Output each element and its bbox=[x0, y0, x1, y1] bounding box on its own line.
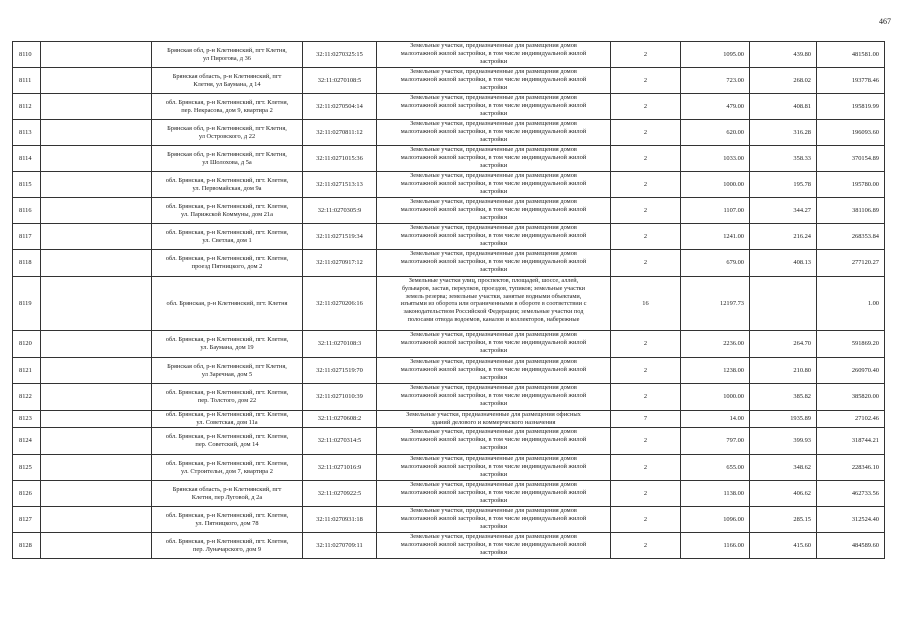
cadastral-number-cell: 32:11:0270305:9 bbox=[303, 198, 377, 224]
table-row bbox=[13, 331, 885, 358]
cadastral-value-cell: 260970.40 bbox=[817, 358, 885, 384]
group-cell: 2 bbox=[611, 68, 681, 94]
table-row bbox=[13, 68, 885, 94]
table-row bbox=[13, 533, 885, 559]
address-cell: Брянская обл, р-н Клетнянский, пгт Клетня, ул Заречная, дом 5 bbox=[152, 358, 303, 384]
blank-cell bbox=[41, 428, 152, 455]
blank-cell bbox=[41, 384, 152, 411]
group-cell: 2 bbox=[611, 120, 681, 146]
area-cell: 1241.00 bbox=[681, 224, 750, 250]
row-id: 8111 bbox=[13, 68, 41, 94]
group-cell: 2 bbox=[611, 42, 681, 68]
group-cell: 2 bbox=[611, 384, 681, 411]
area-cell: 655.00 bbox=[681, 455, 750, 481]
area-cell: 1095.00 bbox=[681, 42, 750, 68]
land-registry-table bbox=[12, 41, 885, 559]
land-use-cell: Земельные участки, предназначенные для размещения домов малоэтажной жилой застройки, в том числе индивидуальной жилой застройки bbox=[377, 172, 611, 198]
cadastral-number-cell: 32:11:0270108:3 bbox=[303, 331, 377, 358]
address-cell: Брянская область, р-н Клетнянский, пгт Клетня, ул Баумана, д 14 bbox=[152, 68, 303, 94]
cadastral-number-cell: 32:11:0271015:36 bbox=[303, 146, 377, 172]
row-id: 8127 bbox=[13, 507, 41, 533]
specific-value-cell: 1935.89 bbox=[750, 411, 817, 428]
blank-cell bbox=[41, 411, 152, 428]
specific-value-cell: 408.81 bbox=[750, 94, 817, 120]
cadastral-value-cell: 481581.00 bbox=[817, 42, 885, 68]
table-row bbox=[13, 277, 885, 331]
address-cell: обл. Брянская, р-н Клетнянский, пгт. Клетня, ул. Светлая, дом 1 bbox=[152, 224, 303, 250]
row-id: 8115 bbox=[13, 172, 41, 198]
specific-value-cell: 439.80 bbox=[750, 42, 817, 68]
address-cell: обл. Брянская, р-н Клетнянский, пгт. Клетня, ул. Строительн, дом 7, квартира 2 bbox=[152, 455, 303, 481]
blank-cell bbox=[41, 172, 152, 198]
area-cell: 1000.00 bbox=[681, 172, 750, 198]
cadastral-number-cell: 32:11:0271016:9 bbox=[303, 455, 377, 481]
cadastral-value-cell: 591869.20 bbox=[817, 331, 885, 358]
cadastral-value-cell: 277120.27 bbox=[817, 250, 885, 277]
land-use-cell: Земельные участки, предназначенные для размещения домов малоэтажной жилой застройки, в том числе индивидуальной жилой застройки bbox=[377, 533, 611, 559]
group-cell: 2 bbox=[611, 481, 681, 507]
land-use-cell: Земельные участки, предназначенные для размещения домов малоэтажной жилой застройки, в том числе индивидуальной жилой застройки bbox=[377, 331, 611, 358]
address-cell: Брянская обл, р-н Клетнянский, пгт Клетня, ул Шолохова, д 5а bbox=[152, 146, 303, 172]
row-id: 8112 bbox=[13, 94, 41, 120]
land-use-cell: Земельные участки, предназначенные для размещения домов малоэтажной жилой застройки, в том числе индивидуальной жилой застройки bbox=[377, 358, 611, 384]
area-cell: 1107.00 bbox=[681, 198, 750, 224]
cadastral-value-cell: 195819.99 bbox=[817, 94, 885, 120]
row-id: 8126 bbox=[13, 481, 41, 507]
specific-value-cell: 406.62 bbox=[750, 481, 817, 507]
table-body bbox=[13, 42, 885, 559]
group-cell: 16 bbox=[611, 277, 681, 331]
area-cell: 1033.00 bbox=[681, 146, 750, 172]
land-use-cell: Земельные участки, предназначенные для размещения домов малоэтажной жилой застройки, в том числе индивидуальной жилой застройки bbox=[377, 146, 611, 172]
cadastral-number-cell: 32:11:0270811:12 bbox=[303, 120, 377, 146]
cadastral-number-cell: 32:11:0271010:39 bbox=[303, 384, 377, 411]
page-number: 467 bbox=[879, 17, 891, 26]
address-cell: обл. Брянская, р-н Клетнянский, пгт. Клетня, пер. Советский, дом 14 bbox=[152, 428, 303, 455]
specific-value-cell: 316.28 bbox=[750, 120, 817, 146]
table-row bbox=[13, 120, 885, 146]
cadastral-number-cell: 32:11:0271519:34 bbox=[303, 224, 377, 250]
land-use-cell: Земельные участки, предназначенные для размещения домов малоэтажной жилой застройки, в том числе индивидуальной жилой застройки bbox=[377, 94, 611, 120]
cadastral-number-cell: 32:11:0270325:15 bbox=[303, 42, 377, 68]
area-cell: 679.00 bbox=[681, 250, 750, 277]
cadastral-number-cell: 32:11:0270108:5 bbox=[303, 68, 377, 94]
address-cell: обл. Брянская, р-н Клетнянский, пгт. Клетня, ул. Баумана, дом 19 bbox=[152, 331, 303, 358]
cadastral-number-cell: 32:11:0270608:2 bbox=[303, 411, 377, 428]
land-use-cell: Земельные участки, предназначенные для размещения домов малоэтажной жилой застройки, в том числе индивидуальной жилой застройки bbox=[377, 42, 611, 68]
land-use-cell: Земельные участки, предназначенные для размещения домов малоэтажной жилой застройки, в том числе индивидуальной жилой застройки bbox=[377, 428, 611, 455]
table-row bbox=[13, 42, 885, 68]
blank-cell bbox=[41, 481, 152, 507]
address-cell: Брянская область, р-н Клетнянский, пгт Клетня, пер Луговой, д 2а bbox=[152, 481, 303, 507]
group-cell: 2 bbox=[611, 455, 681, 481]
specific-value-cell: 264.70 bbox=[750, 331, 817, 358]
row-id: 8114 bbox=[13, 146, 41, 172]
area-cell: 620.00 bbox=[681, 120, 750, 146]
cadastral-number-cell: 32:11:0271513:13 bbox=[303, 172, 377, 198]
blank-cell bbox=[41, 358, 152, 384]
cadastral-value-cell: 381106.89 bbox=[817, 198, 885, 224]
table-row bbox=[13, 250, 885, 277]
specific-value-cell: 195.78 bbox=[750, 172, 817, 198]
blank-cell bbox=[41, 224, 152, 250]
cadastral-value-cell: 27102.46 bbox=[817, 411, 885, 428]
row-id: 8120 bbox=[13, 331, 41, 358]
cadastral-value-cell: 484589.60 bbox=[817, 533, 885, 559]
specific-value-cell: 344.27 bbox=[750, 198, 817, 224]
specific-value-cell bbox=[750, 277, 817, 331]
specific-value-cell: 358.33 bbox=[750, 146, 817, 172]
row-id: 8128 bbox=[13, 533, 41, 559]
table-row bbox=[13, 455, 885, 481]
address-cell: обл. Брянская, р-н Клетнянский, пгт. Клетня, проезд Пятницкого, дом 2 bbox=[152, 250, 303, 277]
blank-cell bbox=[41, 507, 152, 533]
specific-value-cell: 348.62 bbox=[750, 455, 817, 481]
cadastral-value-cell: 385820.00 bbox=[817, 384, 885, 411]
row-id: 8119 bbox=[13, 277, 41, 331]
group-cell: 2 bbox=[611, 533, 681, 559]
land-use-cell: Земельные участки, предназначенные для размещения домов малоэтажной жилой застройки, в том числе индивидуальной жилой застройки bbox=[377, 384, 611, 411]
group-cell: 2 bbox=[611, 428, 681, 455]
land-use-cell: Земельные участки, предназначенные для размещения домов малоэтажной жилой застройки, в том числе индивидуальной жилой застройки bbox=[377, 481, 611, 507]
address-cell: обл. Брянская, р-н Клетнянский, пгт. Клетня, пер. Толстого, дом 22 bbox=[152, 384, 303, 411]
cadastral-value-cell: 196093.60 bbox=[817, 120, 885, 146]
blank-cell bbox=[41, 250, 152, 277]
area-cell: 1096.00 bbox=[681, 507, 750, 533]
area-cell: 1138.00 bbox=[681, 481, 750, 507]
group-cell: 2 bbox=[611, 507, 681, 533]
cadastral-value-cell: 462733.56 bbox=[817, 481, 885, 507]
cadastral-value-cell: 312524.40 bbox=[817, 507, 885, 533]
area-cell: 797.00 bbox=[681, 428, 750, 455]
land-use-cell: Земельные участки, предназначенные для размещения домов малоэтажной жилой застройки, в том числе индивидуальной жилой застройки bbox=[377, 507, 611, 533]
cadastral-value-cell: 195780.00 bbox=[817, 172, 885, 198]
group-cell: 7 bbox=[611, 411, 681, 428]
address-cell: обл. Брянская, р-н Клетнянский, пгт. Клетня, пер. Луначарского, дом 9 bbox=[152, 533, 303, 559]
table-row bbox=[13, 384, 885, 411]
row-id: 8116 bbox=[13, 198, 41, 224]
group-cell: 2 bbox=[611, 146, 681, 172]
row-id: 8124 bbox=[13, 428, 41, 455]
table-row bbox=[13, 172, 885, 198]
area-cell: 1166.00 bbox=[681, 533, 750, 559]
row-id: 8110 bbox=[13, 42, 41, 68]
cadastral-number-cell: 32:11:0270917:12 bbox=[303, 250, 377, 277]
area-cell: 1000.00 bbox=[681, 384, 750, 411]
cadastral-value-cell: 193778.46 bbox=[817, 68, 885, 94]
specific-value-cell: 408.13 bbox=[750, 250, 817, 277]
specific-value-cell: 399.93 bbox=[750, 428, 817, 455]
blank-cell bbox=[41, 120, 152, 146]
cadastral-number-cell: 32:11:0270314:5 bbox=[303, 428, 377, 455]
row-id: 8122 bbox=[13, 384, 41, 411]
blank-cell bbox=[41, 94, 152, 120]
group-cell: 2 bbox=[611, 358, 681, 384]
cadastral-number-cell: 32:11:0270709:11 bbox=[303, 533, 377, 559]
specific-value-cell: 385.82 bbox=[750, 384, 817, 411]
land-use-cell: Земельные участки, предназначенные для размещения домов малоэтажной жилой застройки, в том числе индивидуальной жилой застройки bbox=[377, 250, 611, 277]
cadastral-number-cell: 32:11:0271519:70 bbox=[303, 358, 377, 384]
table-row bbox=[13, 411, 885, 428]
table-row bbox=[13, 507, 885, 533]
land-use-cell: Земельные участки улиц, проспектов, площадей, шоссе, аллей, бульваров, застав, переулков, проездов, тупиков; земельные участки земель резерва; земельные участки, занятые водными объектами, изъятыми из оборота или ограниченными в обороте в соответствии с законодательством Российской Федерации; земельные участки под полосами отвода водоемов, каналов и коллекторов, набережные bbox=[377, 277, 611, 331]
blank-cell bbox=[41, 277, 152, 331]
group-cell: 2 bbox=[611, 198, 681, 224]
land-use-cell: Земельные участки, предназначенные для размещения офисных зданий делового и коммерческого назначения bbox=[377, 411, 611, 428]
row-id: 8117 bbox=[13, 224, 41, 250]
land-use-cell: Земельные участки, предназначенные для размещения домов малоэтажной жилой застройки, в том числе индивидуальной жилой застройки bbox=[377, 120, 611, 146]
address-cell: обл. Брянская, р-н Клетнянский, пгт. Клетня bbox=[152, 277, 303, 331]
cadastral-number-cell: 32:11:0270504:14 bbox=[303, 94, 377, 120]
blank-cell bbox=[41, 331, 152, 358]
specific-value-cell: 285.15 bbox=[750, 507, 817, 533]
specific-value-cell: 210.80 bbox=[750, 358, 817, 384]
land-use-cell: Земельные участки, предназначенные для размещения домов малоэтажной жилой застройки, в том числе индивидуальной жилой застройки bbox=[377, 68, 611, 94]
blank-cell bbox=[41, 533, 152, 559]
address-cell: Брянская обл, р-н Клетнянский, пгт Клетня, ул Пирогова, д 36 bbox=[152, 42, 303, 68]
row-id: 8125 bbox=[13, 455, 41, 481]
row-id: 8123 bbox=[13, 411, 41, 428]
blank-cell bbox=[41, 455, 152, 481]
specific-value-cell: 268.02 bbox=[750, 68, 817, 94]
address-cell: обл. Брянская, р-н Клетнянский, пгт. Клетня, ул. Первомайская, дом 9а bbox=[152, 172, 303, 198]
blank-cell bbox=[41, 198, 152, 224]
row-id: 8113 bbox=[13, 120, 41, 146]
land-use-cell: Земельные участки, предназначенные для размещения домов малоэтажной жилой застройки, в том числе индивидуальной жилой застройки bbox=[377, 224, 611, 250]
cadastral-value-cell: 268353.84 bbox=[817, 224, 885, 250]
area-cell: 14.00 bbox=[681, 411, 750, 428]
group-cell: 2 bbox=[611, 224, 681, 250]
address-cell: обл. Брянская, р-н Клетнянский, пгт. Клетня, ул. Советская, дом 11а bbox=[152, 411, 303, 428]
cadastral-value-cell: 228346.10 bbox=[817, 455, 885, 481]
cadastral-value-cell: 370154.89 bbox=[817, 146, 885, 172]
blank-cell bbox=[41, 42, 152, 68]
address-cell: обл. Брянская, р-н Клетнянский, пгт. Клетня, ул. Парижской Коммуны, дом 21а bbox=[152, 198, 303, 224]
group-cell: 2 bbox=[611, 250, 681, 277]
area-cell: 1238.00 bbox=[681, 358, 750, 384]
table-row bbox=[13, 94, 885, 120]
cadastral-value-cell: 1.00 bbox=[817, 277, 885, 331]
cadastral-number-cell: 32:11:0270922:5 bbox=[303, 481, 377, 507]
area-cell: 12197.73 bbox=[681, 277, 750, 331]
table-row bbox=[13, 198, 885, 224]
area-cell: 723.00 bbox=[681, 68, 750, 94]
specific-value-cell: 216.24 bbox=[750, 224, 817, 250]
cadastral-value-cell: 318744.21 bbox=[817, 428, 885, 455]
cadastral-number-cell: 32:11:0270206:16 bbox=[303, 277, 377, 331]
row-id: 8121 bbox=[13, 358, 41, 384]
address-cell: обл. Брянская, р-н Клетнянский, пгт. Клетня, пер. Некрасова, дом 9, квартира 2 bbox=[152, 94, 303, 120]
land-use-cell: Земельные участки, предназначенные для размещения домов малоэтажной жилой застройки, в том числе индивидуальной жилой застройки bbox=[377, 455, 611, 481]
blank-cell bbox=[41, 68, 152, 94]
blank-cell bbox=[41, 146, 152, 172]
table-row bbox=[13, 358, 885, 384]
table-row bbox=[13, 146, 885, 172]
address-cell: Брянская обл, р-н Клетнянский, пгт Клетня, ул Островского, д 22 bbox=[152, 120, 303, 146]
specific-value-cell: 415.60 bbox=[750, 533, 817, 559]
group-cell: 2 bbox=[611, 172, 681, 198]
row-id: 8118 bbox=[13, 250, 41, 277]
group-cell: 2 bbox=[611, 94, 681, 120]
cadastral-number-cell: 32:11:0270931:18 bbox=[303, 507, 377, 533]
table-row bbox=[13, 481, 885, 507]
area-cell: 2236.00 bbox=[681, 331, 750, 358]
land-use-cell: Земельные участки, предназначенные для размещения домов малоэтажной жилой застройки, в том числе индивидуальной жилой застройки bbox=[377, 198, 611, 224]
table-row bbox=[13, 224, 885, 250]
area-cell: 479.00 bbox=[681, 94, 750, 120]
table-row bbox=[13, 428, 885, 455]
group-cell: 2 bbox=[611, 331, 681, 358]
address-cell: обл. Брянская, р-н Клетнянский, пгт. Клетня, ул. Пятницкого, дом 78 bbox=[152, 507, 303, 533]
